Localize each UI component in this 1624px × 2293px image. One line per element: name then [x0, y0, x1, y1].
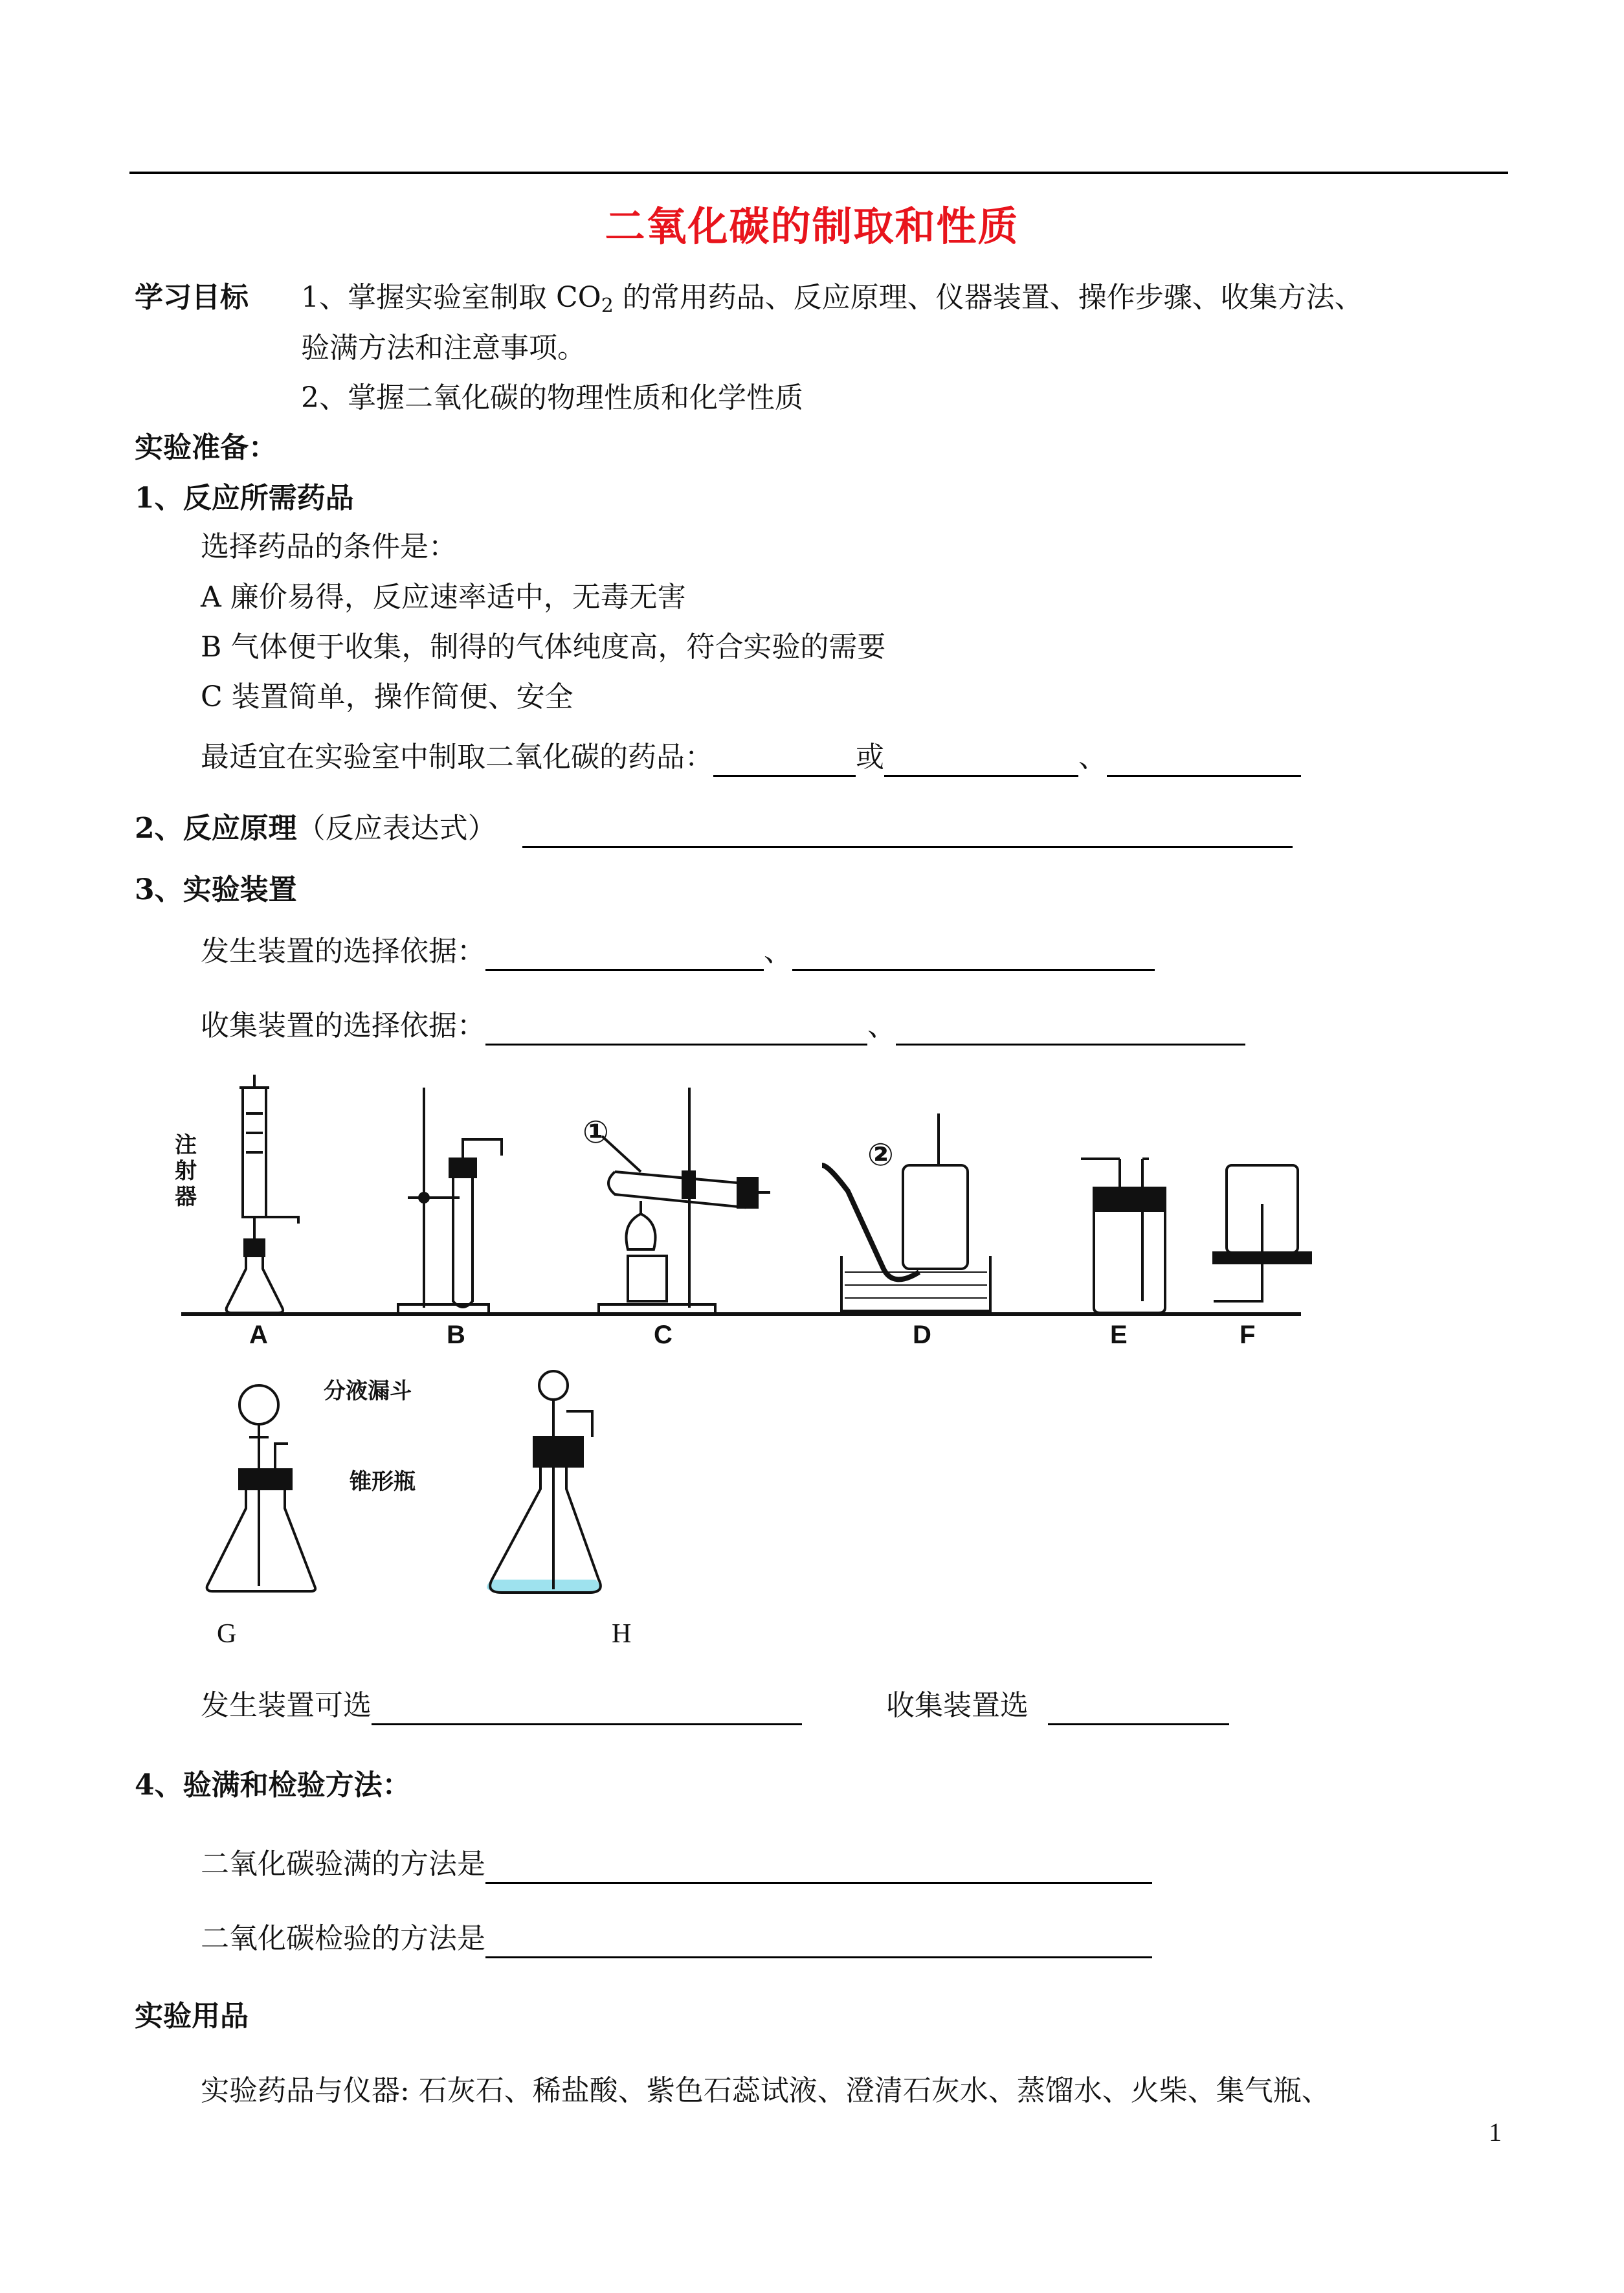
separator-text: 、	[1078, 741, 1107, 774]
answer-blank-collector[interactable]	[1048, 1692, 1229, 1725]
syringe-label-1: 注	[175, 1132, 197, 1158]
supplies-line: 实验药品与仪器: 石灰石、稀盐酸、紫色石蕊试液、澄清石灰水、蒸馏水、火柴、集气瓶、	[201, 2074, 1330, 2107]
generator-basis-line	[201, 932, 1155, 971]
funnel-label: 分液漏斗	[324, 1378, 412, 1404]
objective-2: 2、掌握二氧化碳的物理性质和化学性质	[301, 381, 803, 414]
apparatus-a-syringe-flask	[227, 1075, 298, 1313]
section1-heading: 1、反应所需药品	[135, 482, 354, 515]
section2-paren: （反应表达式）	[296, 812, 496, 845]
generator-basis-prompt: 发生装置的选择依据：	[201, 935, 485, 968]
answer-blank-gen-basis-2[interactable]	[792, 938, 1155, 971]
objective-1	[301, 278, 1363, 326]
condition-c: C 装置简单，操作简便、安全	[201, 680, 573, 713]
condition-b: B 气体便于收集，制得的气体纯度高，符合实验的需要	[201, 631, 886, 664]
generator-choose-line	[201, 1686, 1229, 1725]
prep-heading: 实验准备：	[135, 431, 277, 464]
objectives-label: 学习目标	[135, 281, 249, 314]
section2-heading: 2、反应原理	[135, 812, 297, 845]
or-text: 或	[856, 741, 884, 774]
answer-blank-test-method[interactable]	[485, 1925, 1152, 1958]
label-d: D	[913, 1321, 931, 1349]
apparatus-g-separatory-funnel	[207, 1385, 315, 1591]
marker-1: ①	[583, 1114, 609, 1150]
apparatus-f-inverted-jar	[1214, 1165, 1311, 1301]
apparatus-h-flask-liquid	[487, 1371, 601, 1593]
separator-text: 、	[764, 935, 792, 968]
test-method-prompt: 二氧化碳检验的方法是	[201, 1922, 485, 1955]
answer-blank-gen-basis-1[interactable]	[485, 938, 764, 971]
answer-blank-reagent-1[interactable]	[713, 744, 856, 777]
section4-heading: 4、验满和检验方法：	[135, 1769, 411, 1802]
apparatus-c-heating	[599, 1088, 770, 1314]
full-method-line	[201, 1845, 1152, 1884]
label-a: A	[249, 1321, 268, 1349]
objective-1-text: 1、掌握实验室制取 CO	[301, 281, 601, 314]
flask-label: 锥形瓶	[350, 1469, 416, 1495]
apparatus-b-test-tube	[398, 1088, 502, 1314]
label-c: C	[654, 1321, 673, 1349]
answer-blank-reagent-3[interactable]	[1107, 744, 1301, 777]
test-method-line	[201, 1919, 1152, 1958]
separator-text: 、	[867, 1009, 896, 1042]
answer-blank-col-basis-1[interactable]	[485, 1012, 867, 1046]
section2-line	[135, 809, 1293, 848]
supplies-heading: 实验用品	[135, 2000, 249, 2033]
best-reagents-line	[201, 738, 1301, 777]
objective-1-cont: 验满方法和注意事项。	[301, 331, 586, 364]
section3-heading: 3、实验装置	[135, 873, 297, 906]
label-f: F	[1240, 1321, 1256, 1349]
collector-choose-prompt: 收集装置选	[886, 1689, 1029, 1722]
condition-intro: 选择药品的条件是：	[201, 530, 457, 563]
label-e: E	[1110, 1321, 1128, 1349]
label-g: G	[217, 1619, 237, 1649]
syringe-label-2: 射	[175, 1158, 197, 1184]
answer-blank-col-basis-2[interactable]	[896, 1012, 1245, 1046]
label-h: H	[612, 1619, 632, 1649]
answer-blank-full-method[interactable]	[485, 1851, 1152, 1884]
full-method-prompt: 二氧化碳验满的方法是	[201, 1848, 485, 1881]
apparatus-d-water-trough	[822, 1113, 990, 1311]
answer-blank-generator[interactable]	[372, 1692, 802, 1725]
header-rule	[129, 172, 1508, 174]
apparatus-diagram-row2	[194, 1366, 647, 1612]
page-title: 二氧化碳的制取和性质	[605, 203, 1019, 250]
answer-blank-equation[interactable]	[522, 815, 1293, 848]
condition-a: A 廉价易得，反应速率适中，无毒无害	[201, 581, 686, 614]
page-number: 1	[1489, 2118, 1502, 2147]
label-b: B	[447, 1321, 465, 1349]
objective-1-text-cont: 的常用药品、反应原理、仪器装置、操作步骤、收集方法、	[613, 281, 1363, 314]
collector-basis-prompt: 收集装置的选择依据：	[201, 1009, 485, 1042]
answer-blank-reagent-2[interactable]	[884, 744, 1078, 777]
generator-choose-prompt: 发生装置可选	[201, 1689, 372, 1722]
best-reagents-prompt: 最适宜在实验室中制取二氧化碳的药品：	[201, 741, 713, 774]
apparatus-diagram-row1	[175, 1075, 1314, 1327]
marker-2: ②	[867, 1137, 894, 1173]
collector-basis-line	[201, 1007, 1245, 1046]
co2-subscript: 2	[601, 295, 614, 317]
syringe-label-3: 器	[175, 1184, 197, 1210]
apparatus-e-gas-jar	[1081, 1159, 1165, 1313]
